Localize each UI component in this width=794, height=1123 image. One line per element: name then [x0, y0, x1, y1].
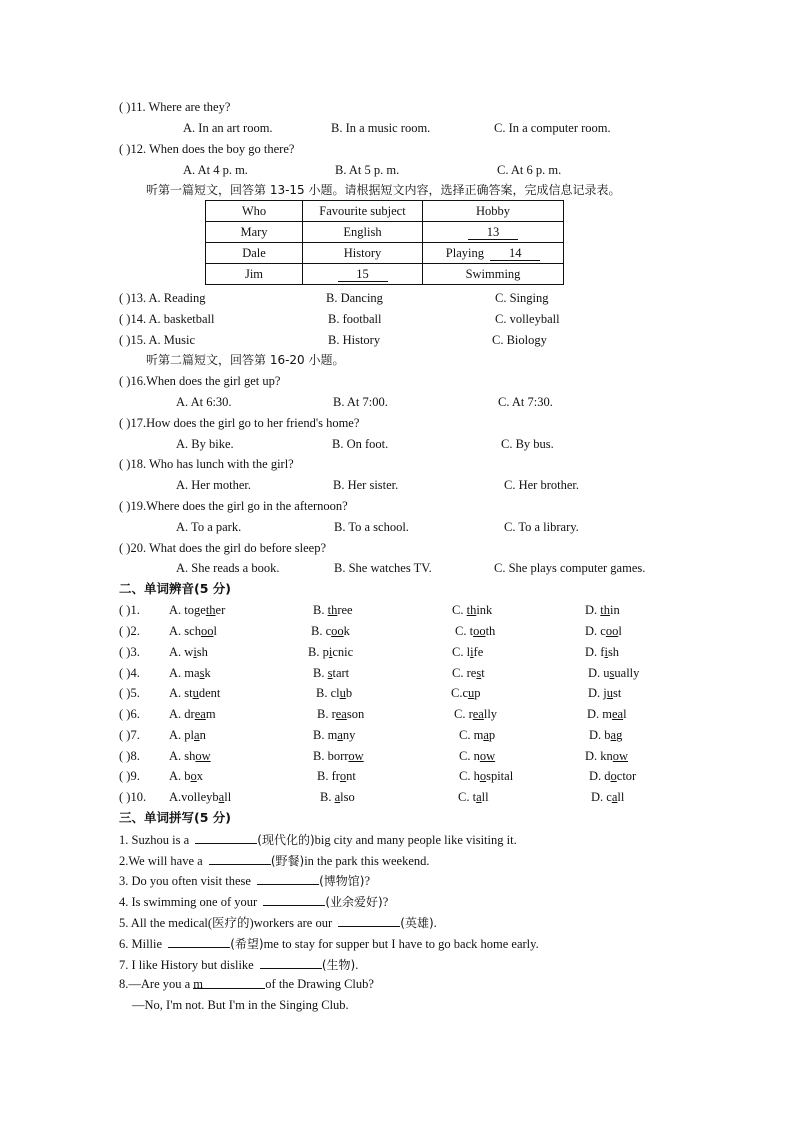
word-part: g: [616, 728, 623, 742]
underlined-letters: s: [199, 666, 205, 680]
word-part: C. t: [455, 624, 474, 638]
cell-who: Mary: [206, 222, 303, 243]
underlined-letters: a: [476, 790, 482, 804]
cell-hobby: Swimming: [423, 264, 564, 285]
phonics-question-number: ( )6.: [119, 707, 140, 721]
word-part: C. r: [454, 707, 473, 721]
phonics-option-b: [308, 644, 353, 660]
question-text: 4. Is swimming one of your: [119, 895, 261, 909]
cell-who: Jim: [206, 264, 303, 285]
question-text: ?: [364, 874, 370, 888]
word-part: B. p: [308, 645, 329, 659]
phonics-option-a: [169, 706, 216, 722]
word-part: ll: [481, 790, 489, 804]
phonics-option-d: [585, 748, 628, 764]
phonics-option-a: [169, 727, 206, 743]
question-text: 6. Millie: [119, 937, 166, 951]
phonics-option-a: [169, 623, 217, 639]
question-16: ( )16.When does the girl get up?: [119, 374, 281, 388]
word-part: l: [623, 707, 627, 721]
question-13: ( )13. A. Reading: [119, 291, 206, 305]
q20-option-c: C. She plays computer games.: [494, 561, 646, 575]
question-12: ( )12. When does the boy go there?: [119, 142, 295, 156]
chinese-hint: (希望): [230, 937, 264, 951]
word-part: n: [199, 728, 206, 742]
phonics-option-d: [589, 727, 622, 743]
underlined-letters: a: [218, 790, 225, 804]
answer-blank[interactable]: [263, 893, 325, 906]
answer-blank[interactable]: [257, 872, 319, 885]
underlined-letters: s: [327, 666, 333, 680]
word-part: st: [613, 686, 622, 700]
spelling-question: [119, 893, 388, 910]
question-15: ( )15. A. Music: [119, 333, 196, 347]
answer-blank[interactable]: [168, 935, 230, 948]
phonics-question-number: ( )7.: [119, 728, 140, 742]
word-part: spital: [486, 769, 514, 783]
underlined-letters: ea: [194, 707, 206, 721]
underlined-letters: a: [611, 790, 618, 804]
word-part: dent: [198, 686, 221, 700]
q13-option-b: B. Dancing: [326, 291, 383, 305]
info-record-table: [205, 200, 564, 285]
phonics-option-a: [169, 602, 225, 618]
word-part: k: [204, 666, 211, 680]
hobby-playing: Playing: [445, 245, 484, 260]
phonics-option-a: [169, 644, 208, 660]
question-19: ( )19.Where does the girl go in the afternoon?: [119, 499, 348, 513]
word-part: C. n: [459, 749, 480, 763]
word-part: A.volleyb: [169, 790, 219, 804]
word-part: B.: [320, 790, 335, 804]
underlined-letters: a: [483, 728, 489, 742]
underlined-letters: ea: [472, 707, 484, 721]
underlined-letters: ow: [612, 749, 629, 763]
question-text: 5. All the medical(医疗的)workers are our: [119, 916, 336, 930]
word-part: B.: [313, 603, 328, 617]
header-who: Who: [206, 201, 303, 222]
word-part: ctor: [616, 769, 637, 783]
chinese-hint: (博物馆): [319, 874, 365, 888]
word-part: C. re: [452, 666, 477, 680]
phonics-question-number: ( )10.: [119, 790, 147, 804]
word-part: D.: [585, 603, 601, 617]
chinese-hint: (现代化的): [257, 833, 315, 847]
q19-option-a: A. To a park.: [176, 520, 242, 534]
word-part: x: [196, 769, 204, 783]
q15-option-b: B. History: [328, 333, 381, 347]
word-part: p: [488, 728, 496, 742]
word-part: ink: [476, 603, 493, 617]
q11-option-a: A. In an art room.: [183, 121, 273, 135]
underlined-letters: ow: [479, 749, 496, 763]
word-part: A. b: [169, 769, 191, 783]
phonics-option-c: [452, 665, 485, 681]
word-part: tart: [332, 666, 350, 680]
blank-13[interactable]: 13: [468, 225, 518, 240]
underlined-letters: a: [610, 728, 617, 742]
chinese-hint: (野餐): [270, 854, 305, 868]
table-row: [206, 243, 564, 264]
underlined-letters: ea: [612, 707, 624, 721]
word-part: t: [481, 666, 485, 680]
word-part: D. m: [587, 707, 612, 721]
spelling-question: [119, 872, 370, 889]
word-part: C. m: [459, 728, 484, 742]
word-part: sh: [196, 645, 208, 659]
q8-suffix: of the Drawing Club?: [265, 977, 374, 991]
underlined-letters: ea: [335, 707, 347, 721]
word-part: m: [205, 707, 216, 721]
phonics-question-number: ( )3.: [119, 645, 140, 659]
phonics-option-a: [169, 665, 211, 681]
phonics-option-d: [587, 706, 627, 722]
chinese-hint: (业余爱好): [325, 895, 383, 909]
answer-blank[interactable]: [338, 914, 400, 927]
underlined-letters: th: [327, 603, 338, 617]
phonics-option-b: [320, 789, 355, 805]
word-part: B.: [313, 666, 328, 680]
q16-option-c: C. At 7:30.: [498, 395, 553, 409]
word-part: D. d: [589, 769, 611, 783]
passage1-instruction: 听第一篇短文，回答第 13-15 小题。请根据短文内容，选择正确答案，完成信息记录表。: [146, 183, 621, 197]
cell-subject: English: [303, 222, 423, 243]
word-part: ll: [617, 790, 625, 804]
word-part: C. h: [459, 769, 480, 783]
header-favourite-subject: Favourite subject: [303, 201, 423, 222]
phonics-option-b: [313, 727, 355, 743]
q17-option-c: C. By bus.: [501, 437, 554, 451]
question-text: 3. Do you often visit these: [119, 874, 255, 888]
q8-blank[interactable]: [193, 976, 265, 989]
word-part: D. u: [588, 666, 610, 680]
underlined-letters: oo: [605, 624, 619, 638]
underlined-letters: o: [479, 769, 487, 783]
question-text: 1. Suzhou is a: [119, 833, 193, 847]
underlined-letters: u: [606, 686, 613, 700]
phonics-option-a: [169, 789, 231, 805]
q20-option-b: B. She watches TV.: [334, 561, 432, 575]
word-part: sh: [607, 645, 620, 659]
cell-subject: History: [303, 243, 423, 264]
phonics-option-b: [317, 768, 356, 784]
phonics-option-d: [591, 789, 624, 805]
underlined-letters: oo: [331, 624, 344, 638]
q18-option-a: A. Her mother.: [176, 478, 251, 492]
question-text: .: [355, 958, 359, 972]
word-part: B. r: [317, 707, 336, 721]
phonics-option-b: [313, 602, 353, 618]
table-row: [206, 264, 564, 285]
underlined-letters: oo: [473, 624, 486, 638]
word-part: D. f: [585, 645, 605, 659]
answer-blank[interactable]: [209, 852, 271, 865]
phonics-question-number: ( )8.: [119, 749, 140, 763]
word-part: A. sch: [169, 624, 201, 638]
underlined-letters: u: [339, 686, 346, 700]
underlined-letters: i: [328, 645, 333, 659]
word-part: fe: [473, 645, 484, 659]
question-text: 7. I like History but dislike: [119, 958, 257, 972]
question-text: 2.We will have a: [119, 854, 206, 868]
question-17: ( )17.How does the girl go to her friend's home?: [119, 416, 360, 430]
q13-option-c: C. Singing: [495, 291, 549, 305]
underlined-letters: a: [194, 728, 200, 742]
q17-option-b: B. On foot.: [332, 437, 389, 451]
underlined-letters: th: [600, 603, 611, 617]
word-part: A. toge: [169, 603, 206, 617]
word-part: nt: [346, 769, 356, 783]
phonics-option-a: [169, 768, 203, 784]
passage2-instruction: 听第二篇短文，回答第 16-20 小题。: [146, 353, 345, 367]
question-14: ( )14. A. basketball: [119, 312, 215, 326]
word-part: A. pl: [169, 728, 194, 742]
q16-option-a: A. At 6:30.: [176, 395, 232, 409]
word-part: er: [215, 603, 226, 617]
table-row: [206, 222, 564, 243]
word-part: A. ma: [169, 666, 200, 680]
q8-prefix: 8.—Are you a: [119, 977, 194, 991]
section2-title: 二、单词辨音(5 分): [119, 581, 231, 596]
word-part: D. b: [589, 728, 611, 742]
word-part: B. cl: [316, 686, 340, 700]
q15-option-c: C. Biology: [492, 333, 547, 347]
q18-option-c: C. Her brother.: [504, 478, 579, 492]
underlined-letters: th: [466, 603, 477, 617]
word-part: cnic: [332, 645, 354, 659]
word-part: D. j: [588, 686, 607, 700]
underlined-letters: s: [609, 666, 615, 680]
phonics-option-c: [452, 602, 492, 618]
word-part: C. l: [452, 645, 471, 659]
underlined-letters: i: [470, 645, 474, 659]
phonics-option-c: [459, 768, 513, 784]
q14-option-b: B. football: [328, 312, 382, 326]
phonics-option-b: [316, 685, 352, 701]
phonics-option-b: [317, 706, 364, 722]
phonics-option-c: [451, 685, 481, 701]
word-part: ny: [342, 728, 356, 742]
phonics-option-b: [313, 665, 349, 681]
section3-title: 三、单词拼写(5 分): [119, 810, 231, 825]
word-part: ree: [337, 603, 353, 617]
word-part: p: [474, 686, 481, 700]
question-text: big city and many people like visiting it.: [314, 833, 517, 847]
underlined-letters: oo: [200, 624, 214, 638]
cell-who: Dale: [206, 243, 303, 264]
q12-option-a: A. At 4 p. m.: [183, 163, 248, 177]
phonics-question-number: ( )2.: [119, 624, 140, 638]
q14-option-c: C. volleyball: [495, 312, 560, 326]
word-part: A. dr: [169, 707, 195, 721]
spelling-question: [119, 956, 358, 973]
phonics-option-d: [588, 685, 621, 701]
spelling-question: [119, 831, 517, 848]
word-part: ll: [224, 790, 232, 804]
q8-first-letter: m: [193, 977, 204, 991]
chinese-hint: (生物): [321, 958, 356, 972]
underlined-letters: o: [190, 769, 197, 783]
cell-hobby: [423, 243, 564, 264]
question-text: ?: [382, 895, 389, 909]
q16-option-b: B. At 7:00.: [333, 395, 388, 409]
phonics-option-c: [458, 789, 489, 805]
word-part: D. c: [585, 624, 606, 638]
underlined-letters: ow: [195, 749, 211, 763]
word-part: A. w: [169, 645, 194, 659]
word-part: ually: [614, 666, 640, 680]
word-part: A. sh: [169, 749, 196, 763]
phonics-option-a: [169, 748, 211, 764]
q11-option-c: C. In a computer room.: [494, 121, 611, 135]
header-hobby: Hobby: [423, 201, 564, 222]
question-20: ( )20. What does the girl do before sleep?: [119, 541, 326, 555]
question-18: ( )18. Who has lunch with the girl?: [119, 457, 294, 471]
underlined-letters: th: [205, 603, 216, 617]
word-part: B. borr: [313, 749, 349, 763]
underlined-letters: o: [339, 769, 347, 783]
q18-option-b: B. Her sister.: [333, 478, 399, 492]
underlined-letters: o: [610, 769, 617, 783]
phonics-question-number: ( )1.: [119, 603, 140, 617]
spelling-question: [119, 914, 437, 931]
cell-hobby: [423, 222, 564, 243]
phonics-option-b: [311, 623, 350, 639]
phonics-option-a: [169, 685, 220, 701]
word-part: b: [345, 686, 353, 700]
q20-option-a: A. She reads a book.: [176, 561, 280, 575]
phonics-question-number: ( )9.: [119, 769, 140, 783]
word-part: l: [618, 624, 622, 638]
cell-subject: [303, 264, 423, 285]
question-text: me to stay for supper but I have to go back home early.: [263, 937, 539, 951]
spelling-q8-line2: —No, I'm not. But I'm in the Singing Club.: [132, 998, 349, 1012]
q19-option-b: B. To a school.: [334, 520, 409, 534]
word-part: lly: [483, 707, 498, 721]
underlined-letters: a: [334, 790, 341, 804]
word-part: B. c: [311, 624, 332, 638]
phonics-option-d: [589, 768, 636, 784]
q11-option-b: B. In a music room.: [331, 121, 431, 135]
underlined-letters: a: [337, 728, 343, 742]
spelling-question: [119, 935, 539, 952]
phonics-option-b: [313, 748, 364, 764]
spelling-q8-line1: [119, 976, 374, 992]
question-text: in the park this weekend.: [304, 854, 430, 868]
underlined-letters: s: [476, 666, 482, 680]
word-part: k: [343, 624, 350, 638]
question-text: .: [433, 916, 437, 930]
blank-15[interactable]: 15: [338, 267, 388, 282]
word-part: in: [610, 603, 620, 617]
phonics-option-d: [588, 665, 639, 681]
phonics-option-c: [459, 727, 495, 743]
phonics-option-d: [585, 623, 622, 639]
answer-blank[interactable]: [260, 956, 322, 969]
table-header-row: [206, 201, 564, 222]
underlined-letters: i: [604, 645, 608, 659]
phonics-option-c: [452, 644, 483, 660]
phonics-option-c: [459, 748, 495, 764]
answer-blank[interactable]: [195, 831, 257, 844]
underlined-letters: i: [193, 645, 197, 659]
spelling-question: [119, 852, 430, 869]
word-part: lso: [340, 790, 355, 804]
phonics-option-d: [585, 644, 619, 660]
underlined-letters: u: [192, 686, 199, 700]
phonics-option-c: [455, 623, 495, 639]
phonics-question-number: ( )4.: [119, 666, 140, 680]
word-part: son: [346, 707, 365, 721]
question-11: ( )11. Where are they?: [119, 100, 231, 114]
underlined-letters: ow: [348, 749, 364, 763]
phonics-option-d: [585, 602, 620, 618]
word-part: B. m: [313, 728, 338, 742]
word-part: B. fr: [317, 769, 340, 783]
word-part: C.c: [451, 686, 469, 700]
chinese-hint: (英雄): [400, 916, 434, 930]
word-part: l: [213, 624, 217, 638]
word-part: C. t: [458, 790, 477, 804]
word-part: A. st: [169, 686, 193, 700]
q12-option-b: B. At 5 p. m.: [335, 163, 400, 177]
phonics-question-number: ( )5.: [119, 686, 140, 700]
word-part: C.: [452, 603, 467, 617]
blank-14[interactable]: 14: [490, 246, 540, 261]
underlined-letters: u: [468, 686, 475, 700]
word-part: D. kn: [585, 749, 613, 763]
q12-option-c: C. At 6 p. m.: [497, 163, 562, 177]
word-part: th: [485, 624, 496, 638]
q17-option-a: A. By bike.: [176, 437, 234, 451]
phonics-option-c: [454, 706, 497, 722]
word-part: D. c: [591, 790, 612, 804]
q19-option-c: C. To a library.: [504, 520, 579, 534]
